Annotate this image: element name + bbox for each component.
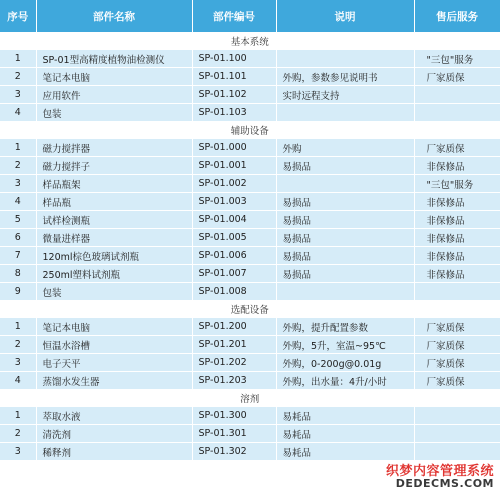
section-title: 基本系统 <box>0 32 500 50</box>
cell-description: 外购，参数参见说明书 <box>276 68 414 86</box>
cell-part-name: SP-01型高精度植物油检测仪 <box>36 50 192 68</box>
cell-after-sales: 厂家质保 <box>414 139 500 157</box>
cell-index: 2 <box>0 157 36 175</box>
table-row <box>0 86 500 104</box>
cell-part-name: 笔记本电脑 <box>36 68 192 86</box>
table-row <box>0 247 500 265</box>
cell-index: 3 <box>0 86 36 104</box>
cell-description <box>276 175 414 193</box>
cell-after-sales: 厂家质保 <box>414 372 500 390</box>
table-row <box>0 372 500 390</box>
watermark-sub-text: DEDECMS.COM <box>395 477 494 491</box>
section-title: 溶剂 <box>0 389 500 407</box>
cell-part-code: SP-01.006 <box>192 247 276 265</box>
header-cell-description: 说明 <box>276 0 414 32</box>
table-row <box>0 175 500 193</box>
table-row <box>0 68 500 86</box>
cell-part-code: SP-01.100 <box>192 50 276 68</box>
cell-part-name: 250ml塑料试剂瓶 <box>36 265 192 283</box>
cell-index: 1 <box>0 318 36 336</box>
cell-part-code: SP-01.300 <box>192 407 276 425</box>
cell-part-name: 包装 <box>36 104 192 122</box>
cell-description: 易损品 <box>276 229 414 247</box>
cell-index: 3 <box>0 175 36 193</box>
cell-part-code: SP-01.005 <box>192 229 276 247</box>
cell-part-name: 包装 <box>36 283 192 301</box>
table-row <box>0 229 500 247</box>
cell-part-name: 磁力搅拌器 <box>36 139 192 157</box>
cell-after-sales: 厂家质保 <box>414 68 500 86</box>
cell-after-sales: 非保修品 <box>414 193 500 211</box>
cell-part-name: 稀释剂 <box>36 443 192 461</box>
table-row <box>0 443 500 461</box>
cell-after-sales <box>414 425 500 443</box>
header-cell-after-sales: 售后服务 <box>414 0 500 32</box>
cell-part-code: SP-01.201 <box>192 336 276 354</box>
cell-after-sales: 厂家质保 <box>414 354 500 372</box>
cell-after-sales <box>414 443 500 461</box>
cell-part-code: SP-01.203 <box>192 372 276 390</box>
watermark <box>386 465 494 490</box>
cell-index: 2 <box>0 425 36 443</box>
section-title: 辅助设备 <box>0 121 500 139</box>
cell-part-code: SP-01.202 <box>192 354 276 372</box>
table-row <box>0 50 500 68</box>
section-header-row <box>0 300 500 318</box>
cell-part-name: 样品瓶架 <box>36 175 192 193</box>
cell-after-sales: 非保修品 <box>414 229 500 247</box>
cell-description <box>276 50 414 68</box>
table-row <box>0 354 500 372</box>
cell-index: 1 <box>0 50 36 68</box>
cell-part-code: SP-01.102 <box>192 86 276 104</box>
cell-after-sales: 厂家质保 <box>414 318 500 336</box>
cell-description <box>276 283 414 301</box>
cell-part-name: 恒温水浴槽 <box>36 336 192 354</box>
cell-index: 1 <box>0 139 36 157</box>
table-row <box>0 265 500 283</box>
cell-index: 4 <box>0 193 36 211</box>
cell-part-code: SP-01.302 <box>192 443 276 461</box>
cell-part-name: 样品瓶 <box>36 193 192 211</box>
cell-description: 易损品 <box>276 211 414 229</box>
cell-description: 外购，出水量：4升/小时 <box>276 372 414 390</box>
cell-description <box>276 104 414 122</box>
header-cell-index: 序号 <box>0 0 36 32</box>
cell-description: 易耗品 <box>276 425 414 443</box>
cell-part-name: 电子天平 <box>36 354 192 372</box>
cell-after-sales <box>414 407 500 425</box>
header-row <box>0 0 500 32</box>
cell-index: 4 <box>0 104 36 122</box>
cell-description: 易损品 <box>276 193 414 211</box>
cell-description: 易耗品 <box>276 407 414 425</box>
table-row <box>0 211 500 229</box>
cell-after-sales <box>414 283 500 301</box>
cell-part-code: SP-01.200 <box>192 318 276 336</box>
table-row <box>0 318 500 336</box>
cell-index: 9 <box>0 283 36 301</box>
cell-part-name: 蒸馏水发生器 <box>36 372 192 390</box>
table-row <box>0 407 500 425</box>
watermark-main-text: 织梦内容管理系统 <box>385 463 494 479</box>
cell-part-name: 清洗剂 <box>36 425 192 443</box>
cell-index: 2 <box>0 336 36 354</box>
cell-part-name: 应用软件 <box>36 86 192 104</box>
cell-part-name: 磁力搅拌子 <box>36 157 192 175</box>
cell-after-sales <box>414 86 500 104</box>
cell-description: 易损品 <box>276 247 414 265</box>
cell-index: 3 <box>0 354 36 372</box>
cell-after-sales: 非保修品 <box>414 157 500 175</box>
cell-part-code: SP-01.003 <box>192 193 276 211</box>
section-title: 选配设备 <box>0 300 500 318</box>
section-header-row <box>0 389 500 407</box>
cell-description: 易损品 <box>276 265 414 283</box>
table-row <box>0 104 500 122</box>
table-row <box>0 139 500 157</box>
cell-after-sales: "三包"服务 <box>414 50 500 68</box>
cell-part-name: 试样检测瓶 <box>36 211 192 229</box>
cell-part-code: SP-01.002 <box>192 175 276 193</box>
cell-index: 3 <box>0 443 36 461</box>
cell-index: 7 <box>0 247 36 265</box>
cell-description: 外购 <box>276 139 414 157</box>
cell-part-code: SP-01.007 <box>192 265 276 283</box>
cell-index: 8 <box>0 265 36 283</box>
cell-part-name: 120ml棕色玻璃试剂瓶 <box>36 247 192 265</box>
cell-part-code: SP-01.301 <box>192 425 276 443</box>
table-row <box>0 193 500 211</box>
header-cell-part-name: 部件名称 <box>36 0 192 32</box>
cell-index: 4 <box>0 372 36 390</box>
cell-description: 易耗品 <box>276 443 414 461</box>
table-row <box>0 425 500 443</box>
cell-part-name: 萃取水液 <box>36 407 192 425</box>
cell-index: 5 <box>0 211 36 229</box>
cell-description: 外购，提升配置参数 <box>276 318 414 336</box>
cell-description: 易损品 <box>276 157 414 175</box>
cell-part-code: SP-01.001 <box>192 157 276 175</box>
cell-after-sales: "三包"服务 <box>414 175 500 193</box>
cell-after-sales: 厂家质保 <box>414 336 500 354</box>
header-cell-part-code: 部件编号 <box>192 0 276 32</box>
cell-part-code: SP-01.000 <box>192 139 276 157</box>
cell-index: 2 <box>0 68 36 86</box>
cell-after-sales: 非保修品 <box>414 211 500 229</box>
cell-part-code: SP-01.101 <box>192 68 276 86</box>
table-row <box>0 157 500 175</box>
cell-part-name: 微量进样器 <box>36 229 192 247</box>
section-header-row <box>0 121 500 139</box>
cell-after-sales <box>414 104 500 122</box>
table-row <box>0 336 500 354</box>
cell-part-code: SP-01.004 <box>192 211 276 229</box>
cell-description: 外购，0-200g@0.01g <box>276 354 414 372</box>
cell-description: 实时远程支持 <box>276 86 414 104</box>
section-header-row <box>0 32 500 50</box>
cell-description: 外购，5升，室温~95℃ <box>276 336 414 354</box>
table-row <box>0 283 500 301</box>
cell-part-code: SP-01.008 <box>192 283 276 301</box>
cell-part-name: 笔记本电脑 <box>36 318 192 336</box>
cell-part-code: SP-01.103 <box>192 104 276 122</box>
cell-after-sales: 非保修品 <box>414 247 500 265</box>
cell-after-sales: 非保修品 <box>414 265 500 283</box>
cell-index: 6 <box>0 229 36 247</box>
cell-index: 1 <box>0 407 36 425</box>
